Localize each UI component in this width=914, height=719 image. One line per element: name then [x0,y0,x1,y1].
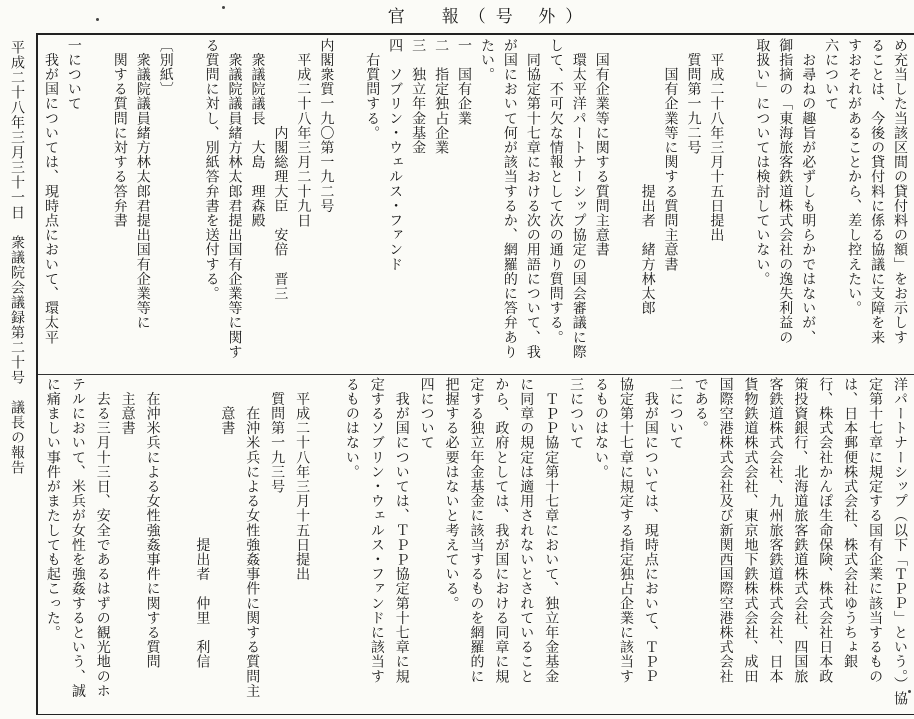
text-column: 主意書 [119,377,136,436]
text-column: に痛ましい事件がまたしても起こった。 [44,377,61,640]
text-column: 在沖米兵による女性強姦事件に関する質問 [144,377,161,669]
text-column: は、日本郵便株式会社、株式会社ゆうちょ銀 [842,377,859,669]
text-column [165,377,190,711]
text-column: 六について [823,38,840,111]
text-column: 衆議院議長 大島 理森殿 [249,38,266,228]
text-column: 洋パートナーシップ（以下「ＴＰＰ」という。）協 [892,377,908,706]
text-column: 定するソブリン・ウェルス・ファンドに該当す [368,377,385,684]
text-column: 定第十七章に規定する国有企業に該当するもの [867,377,884,684]
text-column: 御指摘の「東海旅客鉄道株式会社の逸失利益の [777,38,794,345]
text-column: 提出者 仲里 利信 [194,377,211,669]
text-column: 我が国については、現時点において、ＴＰＰ [642,377,659,684]
text-column: 貨物鉄道株式会社、東京地下鉄株式会社、成田 [742,377,759,684]
text-column: ＴＰＰ協定第十七章において、独立年金基金 [543,377,560,684]
text-column: 内閣総理大臣 安倍 晋三 [272,38,289,301]
text-column: 右質問する。 [364,38,381,141]
text-column: 我が国については、ＴＰＰ協定第十七章に規 [393,377,410,684]
text-column: 客鉄道株式会社、九州旅客鉄道株式会社、日本 [767,377,784,684]
text-column: 平成二十八年三月十五日提出 [708,38,725,243]
text-column [728,38,751,372]
upper-text-tier [40,38,912,372]
text-column: 在沖米兵による女性強姦事件に関する質問主 [244,377,261,699]
text-column: る質問に対し、別紙答弁書を送付する。 [203,38,220,301]
text-column: 取扱い」については検討していない。 [754,38,771,287]
text-column: 四 ソブリン・ウェルス・ファンド [387,38,404,272]
text-column: 一について [65,38,82,111]
text-column: 関する質問に対する答弁書 [111,38,128,228]
text-column: 意書 [219,377,236,436]
text-column: テルにおいて、米兵が女性を強姦するという、誠 [69,377,86,699]
text-column: して、不可欠な情報として次の通り質問する。 [547,38,564,345]
tier-divider-rule [38,374,914,375]
text-column: 国有企業等に関する質問主意書 [593,38,610,257]
text-column: 質問第一九三号 [269,377,286,494]
text-column: 四について [418,377,435,450]
text-column: ることは、今後の貸付料に係る協議に支障を来 [869,38,886,345]
text-column [86,38,109,372]
text-column: 国有企業等に関する質問主意書 [662,38,679,272]
text-column: 提出者 緒方林太郎 [639,38,656,316]
text-column: 〔別紙〕 [157,38,174,97]
text-column: るものはない。 [343,377,360,480]
bottom-rule [36,714,914,715]
text-column: 我が国については、現時点において、環太平 [42,38,59,345]
text-column: 定する独立年金基金に該当するものを網羅的に [468,377,485,684]
text-column [314,377,339,711]
text-column [614,38,637,372]
scan-speck [222,6,225,9]
scan-speck [908,690,911,693]
text-column: お尋ねの趣旨が必ずしも明らかではないが、 [800,38,817,345]
text-column: 策投資銀行、北海道旅客鉄道株式会社、四国旅 [792,377,809,684]
text-column: 衆議院議員緒方林太郎君提出国有企業等に関す [226,38,243,360]
text-column: 同協定第十七章における次の用語について、我 [524,38,541,360]
page-header-title: 官 報（号 外） [387,7,593,27]
text-column: 平成二十八年三月二十九日 [295,38,312,228]
text-column: め充当した当該区間の貸付料の額」をお示しす [892,38,908,345]
top-rule [36,33,914,35]
text-column: すおそれがあることから、差し控えたい。 [846,38,863,316]
text-column: たい。 [478,38,495,82]
text-column: 平成二十八年三月十五日提出 [294,377,311,582]
text-column: 内閣衆質一九〇第一九二号 [318,38,335,214]
text-column: 国際空港株式会社及び新関西国際空港株式会社 [717,377,734,684]
text-column: である。 [692,377,709,436]
text-column: 衆議院議員緒方林太郎君提出国有企業等に [134,38,151,330]
text-column: に同章の規定は適用されないとされていること [518,377,535,684]
text-column: 行、株式会社かんぽ生命保険、株式会社日本政 [817,377,834,684]
text-column: 二について [667,377,684,450]
text-column [338,38,361,372]
text-column: 去る三月十三日、安全であるはずの観光地のホ [94,377,111,699]
text-column: 把握する必要はないと考えている。 [443,377,460,611]
text-column: 一 国有企業 [456,38,472,126]
lower-text-tier [40,377,912,711]
text-column: るものはない。 [593,377,610,480]
text-column: 環太平洋パートナーシップ協定の国会審議に際 [570,38,587,360]
text-column: 三 独立年金基金 [410,38,427,155]
text-column: 三について [568,377,585,450]
text-column: 質問第一九二号 [685,38,702,155]
text-column: 協定第十七章に規定する指定独占企業に該当す [617,377,634,684]
text-column: が国において何が該当するか、網羅的に答弁あり [501,38,518,360]
text-column: から、政府としては、我が国における同章に規 [493,377,510,684]
text-column: 二 指定独占企業 [433,38,450,155]
side-caption: 平成二十八年三月三十一日 衆議院会議録第二十号 議長の報告 [9,40,25,475]
scan-speck [96,18,99,21]
text-column [178,38,201,372]
